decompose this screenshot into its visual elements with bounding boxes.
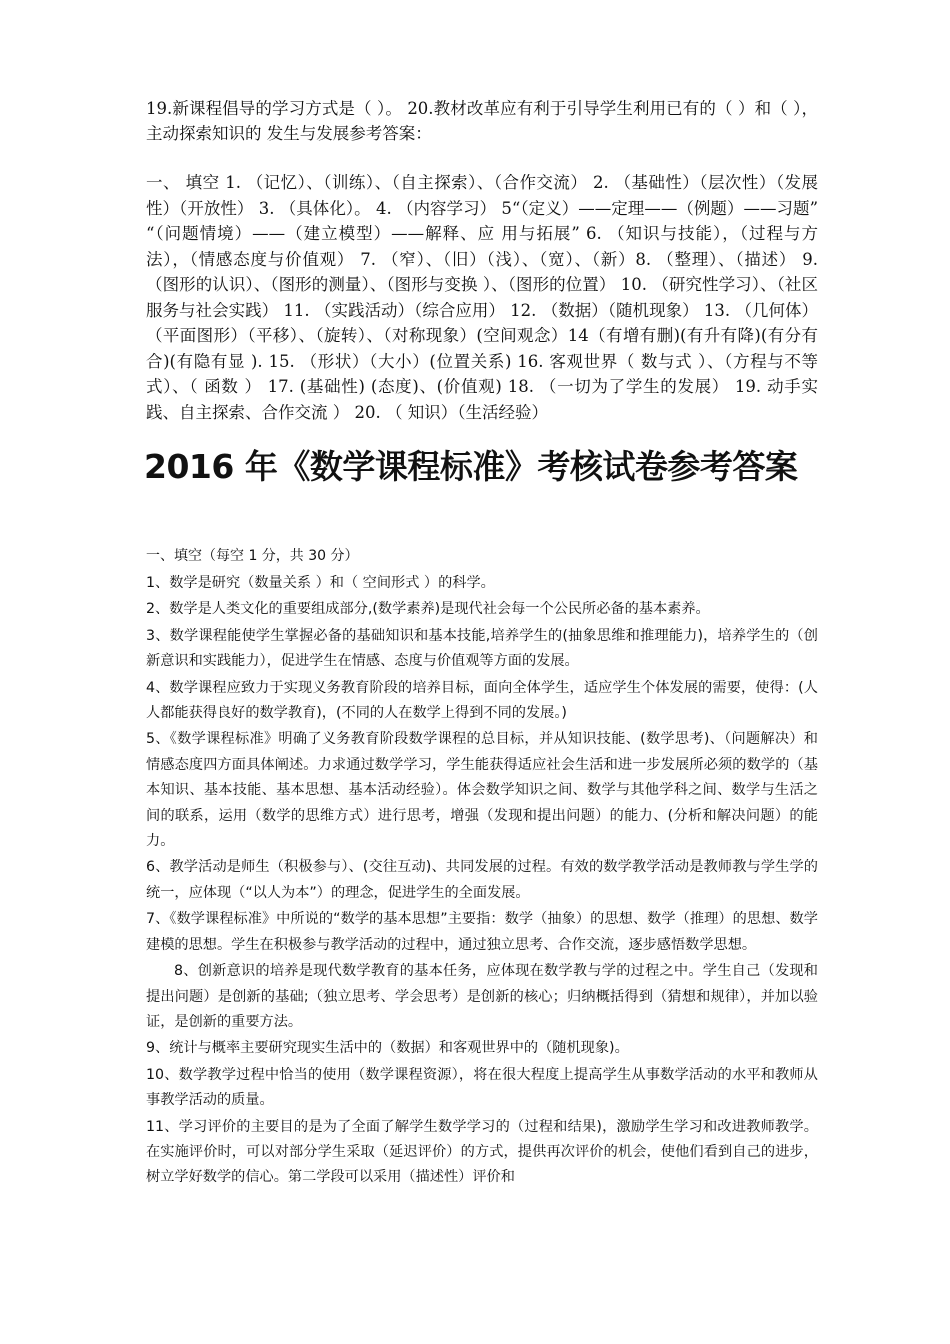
list-item: 3、数学课程能使学生掌握必备的基础知识和基本技能,培养学生的(抽象思维和推理能力)，培养学生的（创新意识和实践能力），促进学生在情感、态度与价值观等方面的发展。 bbox=[146, 627, 818, 670]
page-title: 2016 年《数学课程标准》考核试卷参考答案 bbox=[144, 447, 798, 486]
list-item: 8、创新意识的培养是现代数学教育的基本任务，应体现在数学教与学的过程之中。学生自己（发现和提出问题）是创新的基础;（独立思考、学会思考）是创新的核心；归纳概括得到（猜想和规律），并加以验证，是创新的重要方法。 bbox=[146, 963, 818, 1030]
list-item: 11、学习评价的主要目的是为了全面了解学生数学学习的（过程和结果)，激励学生学习和改进教师教学。在实施评价时，可以对部分学生采取（延迟评价）的方式，提供再次评价的机会，使他们看到自己的进步，树立学好数学的信心。第二学段可以采用（描述性）评价和 bbox=[146, 1118, 818, 1186]
answer-paragraph: 一、 填空 1. （记忆）、（训练）、（自主探索）、（合作交流） 2. （基础性）（层次性）（发展性）（开放性） 3. （具体化）。 4. （内容学习） 5“（定义）——定理——（例题）——习题” “（问题情境）——（建立模型）——解释、应 用与拓展” 6. （知识与技能），（过程与方法），（情感态度与价值观） 7. （窄）、（旧）（浅）、（宽）、（新）8. （整理）、（描述） 9. （图形的认识）、（图形的测量）、（图形与变换 ）、（图形的位置） 10. （研究性学习）、（社区服务与社会实践） 11. （实践活动）（综合应用） 12. （数据）（随机现象） 13. （几何体）（平面图形）（平移）、（旋转）、（对称现象）(空间观念）14（有增有删)(有升有降)(有分有合)(有隐有显 ). 15. （形状）（大小）(位置关系) 16. 客观世界（ 数与式 ）、（方程与不等式）、（ 函数 ） 17. (基础性) (态度)、(价值观) 18. （一切为了学生的发展） 19. 动手实践、自主探索、合作交流 ） 20. （ 知识）（生活经验） bbox=[146, 173, 818, 422]
spacer bbox=[146, 146, 818, 170]
list-item: 9、统计与概率主要研究现实生活中的（数据）和客观世界中的（随机现象)。 bbox=[146, 1040, 629, 1057]
list-item: 2、数学是人类文化的重要组成部分,(数学素养)是现代社会每一个公民所必备的基本素养。 bbox=[146, 601, 710, 618]
list-item: 5、《数学课程标准》明确了义务教育阶段数学课程的总目标，并从知识技能、(数学思考)、（问题解决）和情感态度四方面具体阐述。力求通过数学学习，学生能获得适应社会生活和进一步发展所必须的数学的（基本知识、基本技能、基本思想、基本活动经验）。体会数学知识之间、数学与其他学科之间、数学与生活之间的联系，运用（数学的思维方式）进行思考，增强（发现和提出问题）的能力、(分析和解决问题）的能力。 bbox=[146, 731, 818, 850]
section-heading: 一、填空（每空 1 分，共 30 分） bbox=[146, 548, 359, 564]
answer-list bbox=[146, 571, 818, 1191]
list-item: 7、《数学课程标准》中所说的“数学的基本思想”主要指：数学（抽象）的思想、数学（推理）的思想、数学建模的思想。学生在积极参与教学活动的过程中，通过独立思考、合作交流，逐步感悟数学思想。 bbox=[146, 911, 818, 953]
list-item: 1、数学是研究（数量关系 ）和（ 空间形式 ）的科学。 bbox=[146, 575, 495, 591]
list-item: 6、教学活动是师生（积极参与）、(交往互动)、共同发展的过程。有效的数学教学活动是教师教与学生学的统一，应体现（“以人为本”）的理念，促进学生的全面发展。 bbox=[146, 859, 818, 901]
list-item: 4、数学课程应致力于实现义务教育阶段的培养目标，面向全体学生，适应学生个体发展的需要，使得：(人人都能获得良好的数学教育)，(不同的人在数学上得到不同的发展。) bbox=[146, 679, 818, 722]
question-line: 19.新课程倡导的学习方式是（ ）。 20.教材改革应有利于引导学生利用已有的（ ）和（ ），主动探索知识的 发生与发展参考答案： bbox=[146, 99, 818, 143]
list-item: 10、数学教学过程中恰当的使用（数学课程资源），将在很大程度上提高学生从事数学活动的水平和教师从事教学活动的质量。 bbox=[146, 1066, 818, 1109]
